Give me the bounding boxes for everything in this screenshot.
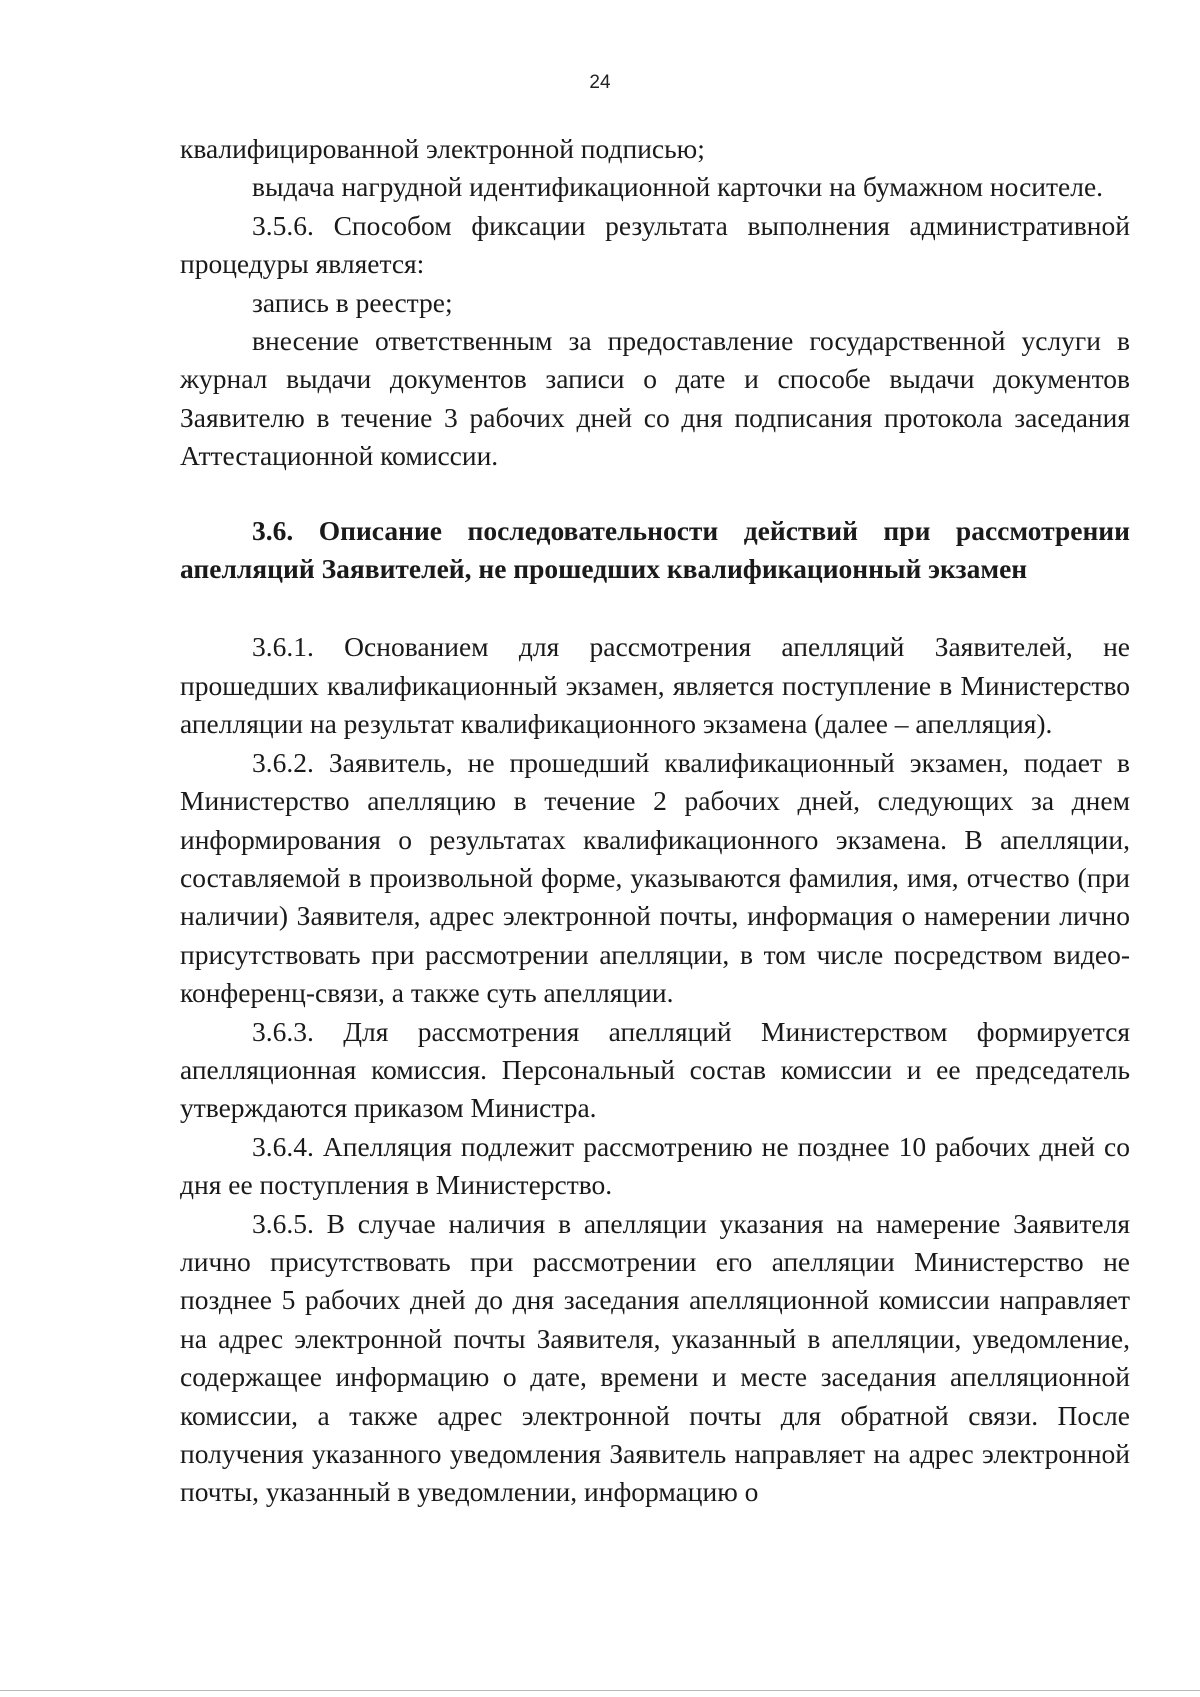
paragraph-3-6-3: 3.6.3. Для рассмотрения апелляций Министерством формируется апелляционная комиссия. Персональный состав комиссии и ее председатель утверждаются приказом Министра. <box>180 1015 1130 1124</box>
paragraph-journal-entry: внесение ответственным за предоставление государственной услуги в журнал выдачи документов записи о дате и способе выдачи документов Заявителю в течение 3 рабочих дней со дня подписания протокола заседания Аттестационной комиссии. <box>180 325 1130 472</box>
paragraph-3-5-6: 3.5.6. Способом фиксации результата выполнения административной процедуры является: <box>180 209 1130 280</box>
scan-edge-line <box>0 1690 1200 1691</box>
paragraph-registry-entry: запись в реестре; <box>252 286 453 318</box>
paragraph-badge-issuance: выдача нагрудной идентификационной карточки на бумажном носителе. <box>252 171 1104 203</box>
paragraph-continuation: квалифицированной электронной подписью; <box>180 133 705 164</box>
paragraph-3-6-1: 3.6.1. Основанием для рассмотрения апелляций Заявителей, не прошедших квалификационный экзамен, является поступление в Министерство апелляции на результат квалификационного экзамена (далее – апелляция). <box>180 631 1130 740</box>
document-body <box>180 130 1130 1512</box>
paragraph-3-6-2: 3.6.2. Заявитель, не прошедший квалификационный экзамен, подает в Министерство апелляцию в течение 2 рабочих дней, следующих за днем информирования о результатах квалификационного экзамена. В апелляции, составляемой в произвольной форме, указываются фамилия, имя, отчество (при наличии) Заявителя, адрес электронной почты, информация о намерении лично присутствовать при рассмотрении апелляции, в том числе посредством видео-конференц-связи, а также суть апелляции. <box>180 746 1130 1009</box>
section-heading-3-6: 3.6. Описание последовательности действий при рассмотрении апелляций Заявителей, не прошедших квалификационный экзамен <box>180 514 1130 585</box>
page-number: 24 <box>589 72 611 93</box>
paragraph-3-6-4: 3.6.4. Апелляция подлежит рассмотрению не позднее 10 рабочих дней со дня ее поступления в Министерство. <box>180 1130 1130 1201</box>
paragraph-3-6-5: 3.6.5. В случае наличия в апелляции указания на намерение Заявителя лично присутствовать при рассмотрении его апелляции Министерство не позднее 5 рабочих дней до дня заседания апелляционной комиссии направляет на адрес электронной почты Заявителя, указанный в апелляции, уведомление, содержащее информацию о дате, времени и месте заседания апелляционной комиссии, а также адрес электронной почты для обратной связи. После получения указанного уведомления Заявитель направляет на адрес электронной почты, указанный в уведомлении, информацию о <box>180 1207 1130 1508</box>
